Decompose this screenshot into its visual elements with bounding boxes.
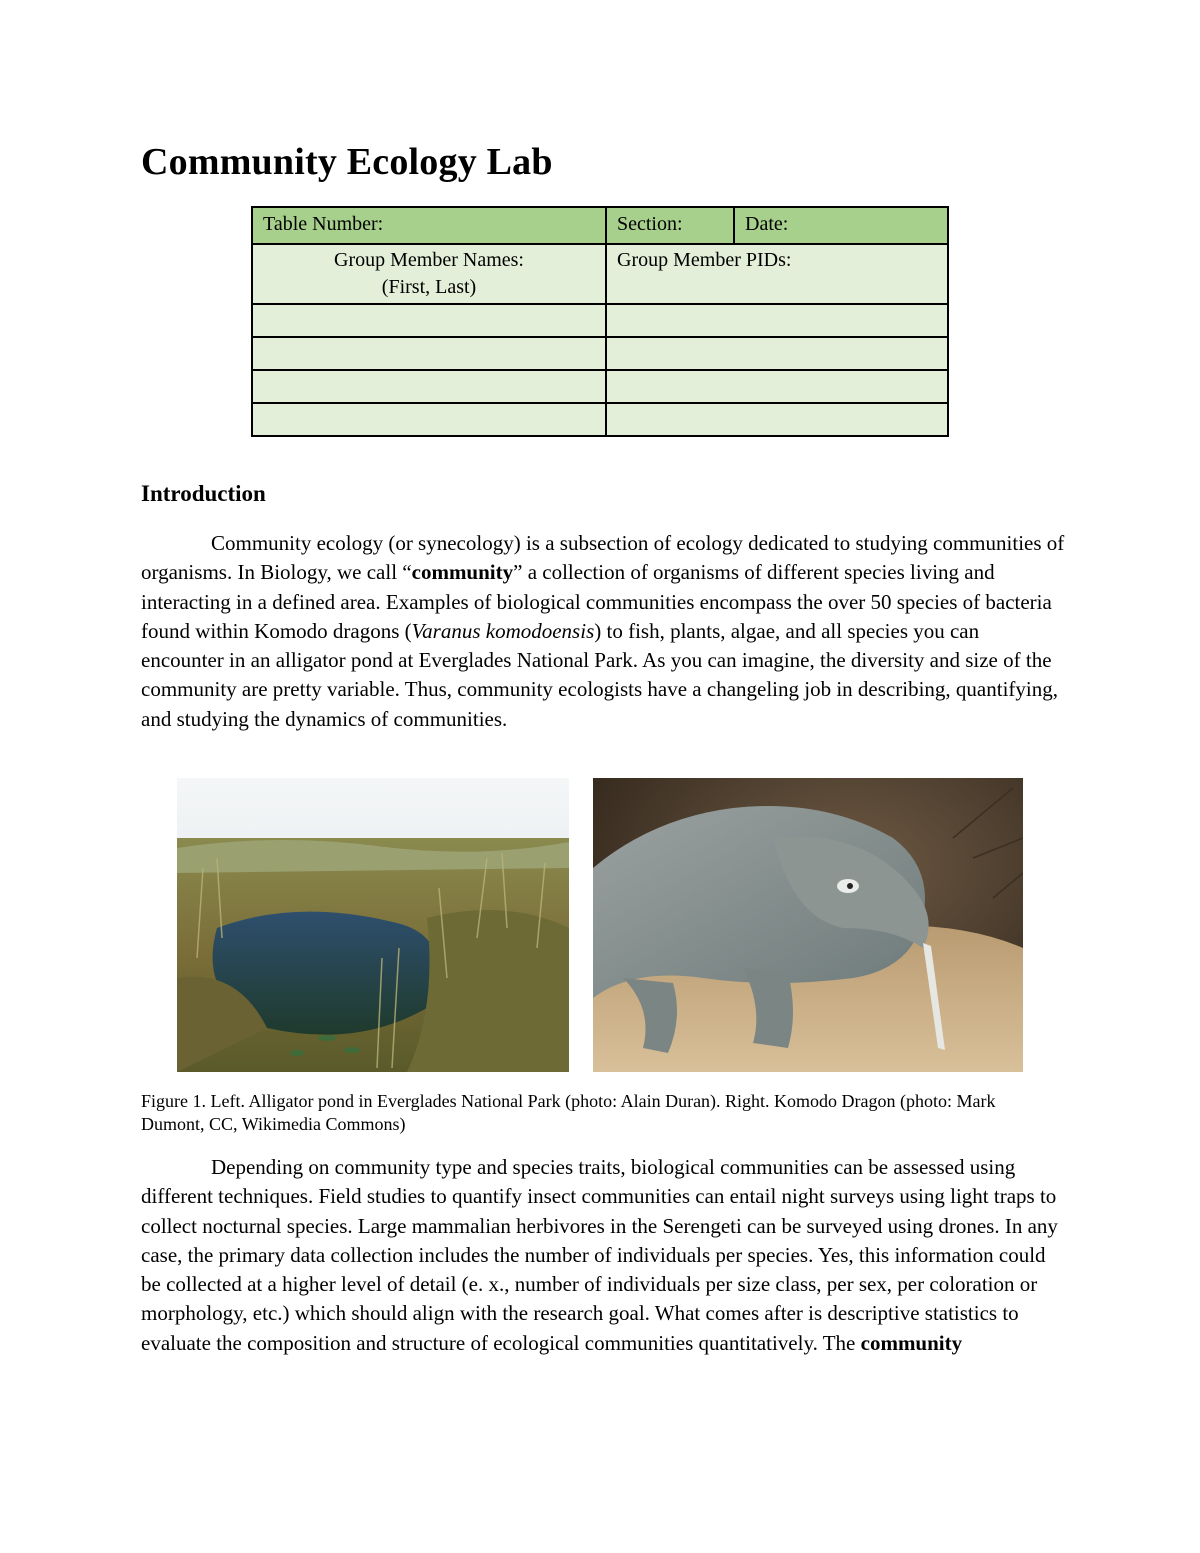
figure-caption: Figure 1. Left. Alligator pond in Everglades National Park (photo: Alain Duran). Right. Komodo Dragon (photo: Mark Dumont, CC, Wikimedia Commons) [141,1091,996,1134]
table-row [252,207,948,244]
text-run: Community ecology (or synecology) is a subsection of ecology dedicated to studying communities of organisms. In Biology, we call “ [141,531,1065,585]
table-row [252,370,948,403]
member-name-cell[interactable] [252,304,606,337]
member-name-cell[interactable] [252,370,606,403]
member-pid-cell[interactable] [606,337,948,370]
bold-term: community [860,1330,963,1355]
komodo-dragon-photo [593,778,1023,1072]
member-pid-cell[interactable] [606,370,948,403]
date-label: Date: [745,213,789,235]
table-number-label: Table Number: [263,213,384,235]
text-run: ) to fish, plants, algae, and all species you can encounter in an alligator pond at Everglades National Park. As you can imagine, the diversity and size of the community are pretty variable. Thus, community ecologists have a changeling job in describing, quantifying, and studying the dynamics of communities. [141,618,1058,731]
table-row [252,403,948,436]
species-name: Varanus komodoensis [411,618,595,643]
member-pid-cell[interactable] [606,403,948,436]
pids-label: Group Member PIDs: [617,249,792,271]
intro-paragraph [141,529,1066,734]
body-paragraph [141,1153,1066,1358]
everglades-pond-photo [177,778,569,1072]
page-title: Community Ecology Lab [141,141,553,183]
table-number-cell[interactable] [252,207,606,244]
names-header-cell [252,244,606,304]
group-info-table [251,206,949,437]
names-label: Group Member Names: [334,249,524,271]
member-name-cell[interactable] [252,337,606,370]
table-row [252,337,948,370]
text-run: Depending on community type and species traits, biological communities can be assessed using different techniques. Field studies to quantify insect communities can entail night surveys using light traps to collect nocturnal species. Large mammalian herbivores in the Serengeti can be surveyed using drones. In any case, the primary data collection includes the number of individuals per species. Yes, this information could be collected at a higher level of detail (e. x., number of individuals per size class, per sex, per coloration or morphology, etc.) which should align with the research goal. What comes after is descriptive statistics to evaluate the composition and structure of ecological communities quantitatively. The [141,1155,1058,1355]
introduction-heading: Introduction [141,481,266,506]
section-label: Section: [617,213,683,235]
names-sublabel: (First, Last) [381,276,477,298]
table-row [252,304,948,337]
text-run: ” a collection of organisms of different species living and interacting in a defined area. Examples of biological communities encompass the over 50 species of bacteria found within Komodo dragons ( [141,560,1052,643]
bold-term: community [411,560,514,585]
pids-header-cell [606,244,948,304]
member-pid-cell[interactable] [606,304,948,337]
table-row [252,244,948,304]
member-name-cell[interactable] [252,403,606,436]
section-cell[interactable] [606,207,734,244]
date-cell[interactable] [734,207,948,244]
